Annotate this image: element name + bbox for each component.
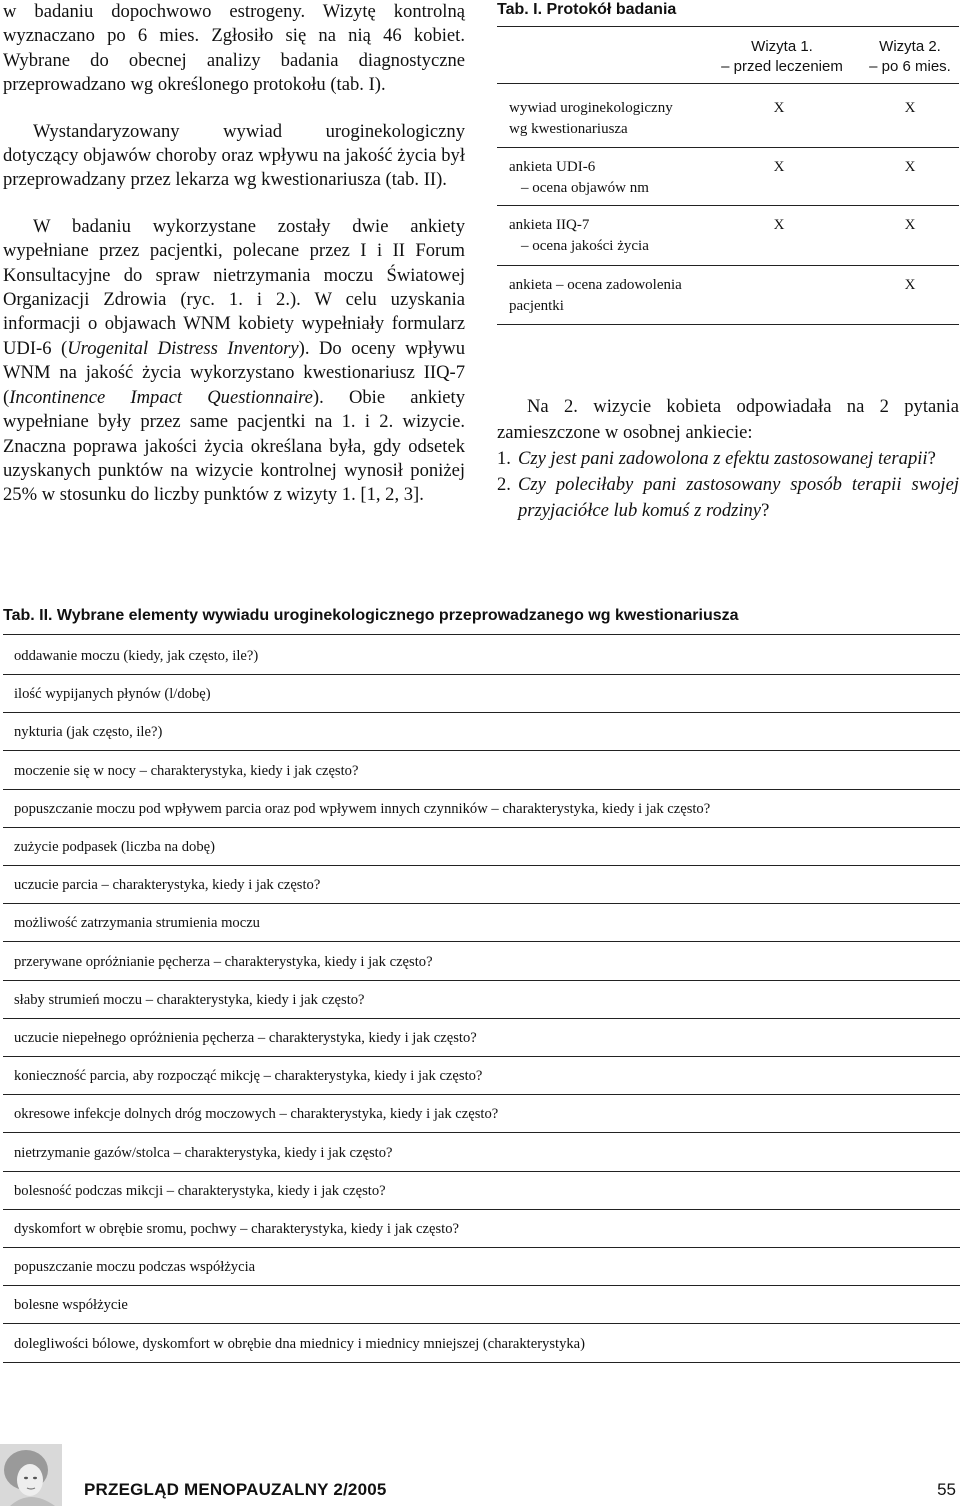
row-divider	[3, 1171, 960, 1172]
row-divider	[3, 1094, 960, 1095]
label-line: wywiad uroginekologiczny	[509, 100, 673, 116]
paragraph-questionnaires	[3, 215, 465, 508]
table-row: ilość wypijanych płynów (l/dobę)	[14, 686, 211, 703]
row-divider	[3, 865, 960, 866]
row-divider	[3, 1362, 960, 1363]
question-1	[497, 446, 959, 472]
table-row: bolesne współżycie	[14, 1297, 128, 1314]
paragraph-questions-intro: Na 2. wizycie kobieta odpowiadała na 2 pytania zamieszczone w osobnej ankiecie:	[497, 396, 959, 443]
table-2-title: Tab. II. Wybrane elementy wywiadu uroginekologicznego przeprowadzanego wg kwestionariusza	[3, 607, 739, 624]
journal-title: PRZEGLĄD MENOPAUZALNY 2/2005	[84, 1480, 387, 1499]
table-row: konieczność parcia, aby rozpocząć mikcję – charakterystyka, kiedy i jak często?	[14, 1068, 483, 1085]
table-row: bolesność podczas mikcji – charakterystyka, kiedy i jak często?	[14, 1182, 386, 1199]
table-row-label	[509, 157, 724, 199]
page-number: 55	[937, 1480, 956, 1499]
table-row: okresowe infekcje dolnych dróg moczowych – charakterystyka, kiedy i jak często?	[14, 1106, 499, 1123]
col-header-line: – po 6 mies.	[869, 58, 951, 75]
paragraph-interview: Wystandaryzowany wywiad uroginekologiczny dotyczący objawów choroby oraz wpływu na jakość życia był przeprowadzany przez lekarza wg kwestionariusza (tab. II).	[3, 120, 465, 191]
table-row: popuszczanie moczu pod wpływem parcia oraz pod wpływem innych czynników – charakterystyka, kiedy i jak często?	[14, 800, 711, 817]
table-1-title: Tab. I. Protokół badania	[497, 1, 677, 18]
table-cell-visit-2: X	[904, 217, 916, 233]
row-divider	[3, 674, 960, 675]
question-number: 1.	[497, 448, 511, 469]
table-1-top-rule	[497, 26, 959, 27]
table-row: nietrzymanie gazów/stolca – charakterystyka, kiedy i jak często?	[14, 1144, 393, 1161]
label-line: ankieta – ocena zadowolenia	[509, 277, 682, 293]
row-divider	[3, 1018, 960, 1019]
row-divider	[497, 147, 959, 148]
table-cell-visit-1: X	[773, 159, 785, 175]
table-row: popuszczanie moczu podczas współżycia	[14, 1259, 256, 1276]
paragraph-text: ). Do oceny wpływu WNM na jakość życia wykorzystano kwestionariusz IIQ-7 (	[3, 337, 465, 408]
question-mark: ?	[927, 448, 936, 469]
portrait-icon	[0, 1444, 62, 1506]
label-line: wg kwestionariusza	[509, 121, 628, 137]
row-divider	[3, 1132, 960, 1133]
question-number: 2.	[497, 474, 511, 495]
label-line: – ocena jakości życia	[521, 238, 649, 254]
table-row: uczucie parcia – charakterystyka, kiedy i jak często?	[14, 877, 321, 894]
row-divider	[497, 265, 959, 266]
table-row-label	[509, 98, 724, 140]
paragraph-text: ). Obie ankiety wypełniane były przez same pacjentki na 1. i 2. wizycie. Znaczna poprawa jakości życia określana była, gdy odsetek uzyskanych punktów na wizycie kontrolnej wynosił poniżej 25% w stosunku do liczby punktów z wizyty 1. [1, 2, 3].	[3, 386, 465, 506]
cover-portrait-image	[0, 1444, 62, 1506]
table-row: oddawanie moczu (kiedy, jak często, ile?)	[14, 648, 259, 664]
row-divider	[3, 941, 960, 942]
table-row: moczenie się w nocy – charakterystyka, kiedy i jak często?	[14, 762, 359, 779]
table-1-col-visit-2	[858, 37, 960, 77]
row-divider	[497, 205, 959, 206]
paragraph-protocol: w badaniu dopochwowo estrogeny. Wizytę kontrolną wyznaczano po 6 mies. Zgłosiło się na nią 46 kobiet. Wybrane do obecnej analizy badania diagnostyczne przeprowadzano wg określonego protokołu (tab. I).	[3, 1, 465, 96]
col-header-line: Wizyta 1.	[751, 38, 813, 55]
table-cell-visit-1: X	[773, 217, 785, 233]
table-cell-visit-2: X	[904, 100, 916, 116]
table-row: dyskomfort w obrębie sromu, pochwy – charakterystyka, kiedy i jak często?	[14, 1221, 459, 1237]
table-row: nykturia (jak często, ile?)	[14, 724, 163, 741]
table-row-label	[509, 275, 724, 317]
question-2	[497, 472, 959, 524]
row-divider	[3, 789, 960, 790]
table-1-col-visit-1	[702, 37, 862, 77]
iiq-7-full-name: Incontinence Impact Questionnaire	[9, 386, 313, 408]
question-text: Czy poleciłaby pani zastosowany sposób terapii swojej przyjaciółce lub komuś z rodziny	[518, 474, 959, 521]
question-text: Czy jest pani zadowolona z efektu zastosowanej terapii	[518, 448, 928, 469]
table-row-label	[509, 215, 724, 257]
table-row: przerywane opróżnianie pęcherza – charakterystyka, kiedy i jak często?	[14, 953, 433, 970]
table-cell-visit-2: X	[904, 277, 916, 293]
row-divider	[3, 1056, 960, 1057]
table-1-bottom-rule	[497, 324, 959, 325]
label-line: – ocena objawów nm	[521, 180, 649, 196]
table-cell-visit-1: X	[773, 100, 785, 116]
table-1-header-rule	[497, 83, 959, 84]
table-row: uczucie niepełnego opróżnienia pęcherza – charakterystyka, kiedy i jak często?	[14, 1030, 477, 1046]
left-column	[3, 0, 465, 508]
table-2-top-rule	[3, 634, 960, 635]
table-cell-visit-2: X	[904, 159, 916, 175]
question-mark: ?	[761, 500, 770, 521]
table-row: słaby strumień moczu – charakterystyka, kiedy i jak często?	[14, 991, 365, 1008]
right-column-text	[497, 394, 959, 524]
row-divider	[3, 1323, 960, 1324]
row-divider	[3, 827, 960, 828]
label-line: ankieta IIQ-7	[509, 217, 590, 233]
col-header-line: – przed leczeniem	[721, 58, 843, 75]
label-line: ankieta UDI-6	[509, 159, 596, 175]
row-divider	[3, 750, 960, 751]
table-row: zużycie podpasek (liczba na dobę)	[14, 839, 215, 855]
row-divider	[3, 1247, 960, 1248]
table-row: dolegliwości bólowe, dyskomfort w obrębie dna miednicy i miednicy mniejszej (charakterystyka)	[14, 1335, 586, 1352]
row-divider	[3, 712, 960, 713]
col-header-line: Wizyta 2.	[879, 38, 941, 55]
table-row: możliwość zatrzymania strumienia moczu	[14, 915, 260, 932]
paragraph-text: W badaniu wykorzystane zostały dwie ankiety wypełniane przez pacjentki, polecane przez I i II Forum Konsultacyjne do spraw nietrzymania moczu Światowej Organizacji Zdrowia (ryc. 1. i 2.). W celu uzyskania informacji o objawach WNM kobiety wypełniały formularz UDI-6 (	[3, 215, 465, 359]
udi-6-full-name: Urogenital Distress Inventory	[67, 337, 299, 359]
row-divider	[3, 1285, 960, 1286]
row-divider	[3, 980, 960, 981]
row-divider	[3, 903, 960, 904]
label-line: pacjentki	[509, 298, 564, 314]
row-divider	[3, 1209, 960, 1210]
